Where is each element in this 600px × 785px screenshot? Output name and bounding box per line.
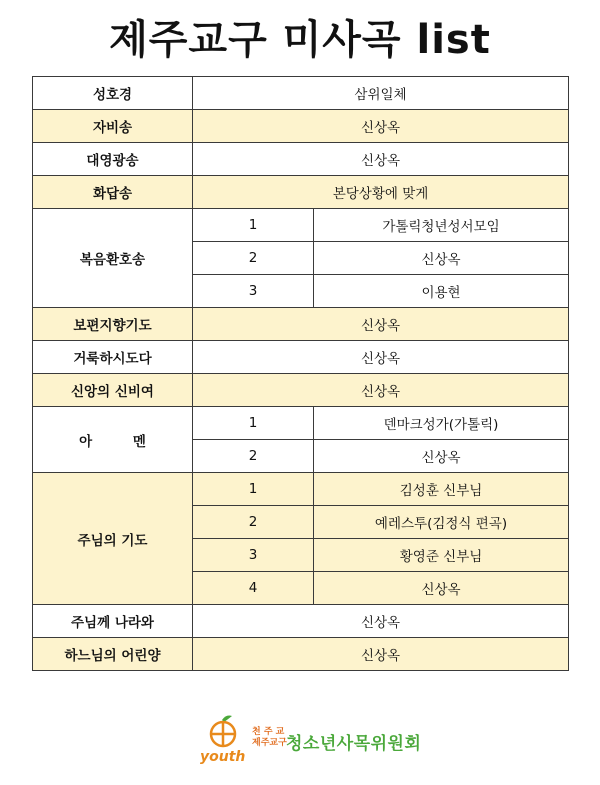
row-value: 삼위일체 — [193, 77, 569, 110]
item-number: 2 — [193, 506, 314, 539]
row-value: 신상옥 — [193, 110, 569, 143]
item-value: 신상옥 — [314, 440, 569, 473]
row-label: 주님의 기도 — [33, 473, 193, 605]
item-number: 2 — [193, 440, 314, 473]
row-value: 신상옥 — [193, 374, 569, 407]
youth-logo-icon — [196, 714, 252, 766]
table-row — [33, 473, 569, 506]
row-label: 화답송 — [33, 176, 193, 209]
row-label: 복음환호송 — [33, 209, 193, 308]
table-row — [33, 638, 569, 671]
table-row — [33, 209, 569, 242]
row-value: 신상옥 — [193, 341, 569, 374]
amen-label: 아 멘 — [79, 433, 164, 450]
item-value: 신상옥 — [314, 242, 569, 275]
diocese-text — [252, 727, 287, 749]
footer-logo — [0, 712, 600, 768]
item-value: 예레스투(김정식 편곡) — [314, 506, 569, 539]
logo-word: youth — [200, 749, 246, 765]
row-value: 신상옥 — [193, 143, 569, 176]
item-value: 덴마크성가(가톨릭) — [314, 407, 569, 440]
row-value: 신상옥 — [193, 605, 569, 638]
item-value: 신상옥 — [314, 572, 569, 605]
item-number: 3 — [193, 539, 314, 572]
item-number: 1 — [193, 407, 314, 440]
item-number: 1 — [193, 209, 314, 242]
table-row — [33, 143, 569, 176]
table-row — [33, 77, 569, 110]
item-number: 2 — [193, 242, 314, 275]
row-label: 보편지향기도 — [33, 308, 193, 341]
table-row — [33, 374, 569, 407]
row-label: 대영광송 — [33, 143, 193, 176]
table-row — [33, 605, 569, 638]
table-row — [33, 407, 569, 440]
row-value: 본당상황에 맞게 — [193, 176, 569, 209]
diocese-line-1: 천 주 교 — [252, 727, 285, 737]
row-label — [33, 407, 193, 473]
item-value: 황영준 신부님 — [314, 539, 569, 572]
row-label: 하느님의 어린양 — [33, 638, 193, 671]
table-row — [33, 176, 569, 209]
row-label: 거룩하시도다 — [33, 341, 193, 374]
table-row — [33, 110, 569, 143]
item-number: 3 — [193, 275, 314, 308]
table-row — [33, 308, 569, 341]
item-value: 가톨릭청년성서모임 — [314, 209, 569, 242]
item-number: 1 — [193, 473, 314, 506]
organization-name: 청소년사목위원회 — [286, 734, 422, 754]
mass-song-table — [32, 76, 569, 671]
row-label: 주님께 나라와 — [33, 605, 193, 638]
item-value: 이용현 — [314, 275, 569, 308]
row-value: 신상옥 — [193, 638, 569, 671]
row-label: 신앙의 신비여 — [33, 374, 193, 407]
row-label: 성호경 — [33, 77, 193, 110]
row-value: 신상옥 — [193, 308, 569, 341]
diocese-line-2: 제주교구 — [252, 738, 287, 748]
row-label: 자비송 — [33, 110, 193, 143]
item-value: 김성훈 신부님 — [314, 473, 569, 506]
page-title: 제주교구 미사곡 list — [109, 17, 491, 63]
table-row — [33, 341, 569, 374]
item-number: 4 — [193, 572, 314, 605]
